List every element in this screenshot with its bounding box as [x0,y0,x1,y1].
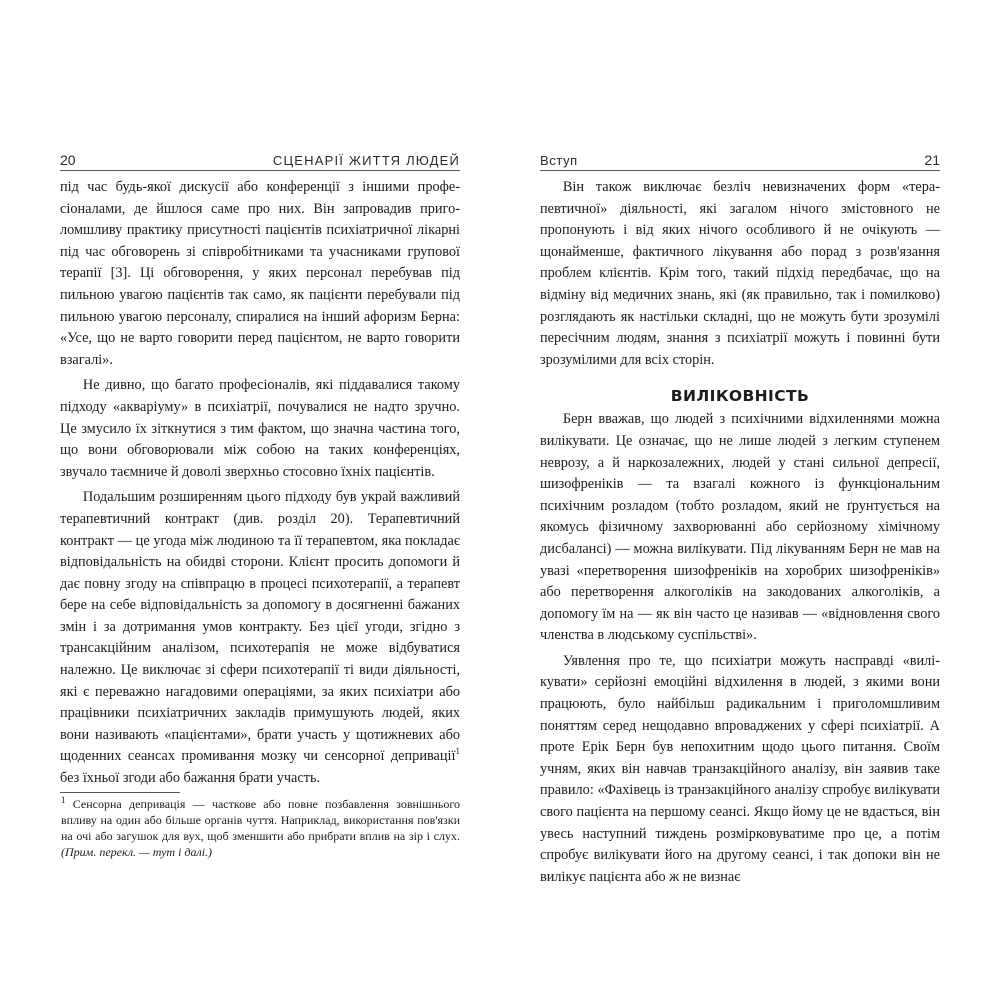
left-page-number: 20 [60,152,76,168]
right-header-rule [540,170,940,171]
left-running-header [60,148,460,170]
section-heading: ВИЛІКОВНІСТЬ [670,387,810,406]
left-paragraph-3-tail: без їхньої згоди або бажання брати участь. [60,770,321,787]
right-section-paragraph-2: Уявлення про те, що психіатри можуть насправді «вилікувати» серйозні емоційні відхилення в людей, з якими вони працюють, було найбільш радикальним і приголомшливим поняттям серед нещодавно впроваджених у сфері психіатрії. А проте Ерік Берн був непохитним щодо цього питання. Своїм учням, яких він навчав транзакційного аналізу, він заявив таке правило: «Фахівець із транзакційного аналізу спробує вилікувати свого пацієнта на першому сеансі. Якщо йому це не вдасться, він увесь наступний тиждень розмірковуватиме про це, а потім спробує вилікувати його на другому сеансі, і так допоки він не вилікує пацієнта або ж не визнає [540,652,940,885]
footnote-translator-note: (Прим. перекл. — тут і далі.) [61,844,213,859]
left-paragraph-1: під час будь-якої дискусії або конференції з іншими професіоналами, де йшлося саме про них. Він запровадив приголомшливу практику присутності пацієнтів психіатричної лікарні під час обговорень зі співробітниками та учасниками групової терапії [3]. Ці обговорення, у яких персонал перебував під пильною увагою пацієнтів так само, як пацієнти перебували під пильною увагою персоналу, спиралися на інший афоризм Берна: «Усе, що не варто говорити перед пацієнтом, не варто говорити взагалі». [60,179,460,368]
right-page [540,148,940,888]
footnote-reference[interactable]: 1 [455,746,460,757]
left-paragraph-2: Не дивно, що багато професіоналів, які піддавалися такому підходу «акваріуму» в психіатрії, почувалися не надто зручно. Це змусило їх зіткнутися з тим фактом, що значна частина того, що вони обговорювали між собою на таких конференціях, звучало таємниче й доволі зверхньо стосовно їхніх пацієнтів. [60,377,460,480]
footnote [60,796,460,860]
footnote-rule [60,792,180,793]
left-paragraph-3 [60,487,460,789]
right-paragraph-1: Він також виключає безліч невизначених форм «терапевтичної» діяльності, які загалом нічого змістовного не пропонують і від яких нічого особливого й не очікують — щонайменше, фактичного лікування або порад з розв'язання проблем клієнтів. Крім того, такий підхід передбачає, що на відміну від медичних знань, які (як правильно, так і помилково) розглядають як настільки складні, що не можуть бути зрозумілі пересічним людям, знання з психіатрії можуть і повинні бути зрозумілими для всіх сторін. [540,179,940,368]
right-section-paragraph-1: Берн вважав, що людей з психічними відхиленнями можна вилікувати. Це означає, що не лише людей з легким ступенем неврозу, а й наркозалежних, людей у стані сильної депресії, шизофреніків — та взагалі кожного із функціональним психічним розладом (тобто розладом, який не ґрунтується на якомусь фізичному захворюванні або серйозному хімічному дисбалансі) — можна вилікувати. Під лікуванням Берн не мав на увазі «перетворення шизофреніків на хоробрих шизофреніків» або перетворення алкоголіків на закодованих алкоголіків, а допомогу їм на — як він часто це називав — «відновлення свого членства в людському суспільстві». [540,411,940,644]
left-running-title: СЦЕНАРІЇ ЖИТТЯ ЛЮДЕЙ [272,153,460,168]
footnote-text: Сенсорна депривація — часткове або повне позбавлення зовнішнього впливу на один або більше органів чуття. Наприклад, використання пов'язки на очі або загушок для вух, щоб зменшити або прибрати вплив на зір і слух. [61,796,460,843]
right-running-header [540,148,940,170]
left-header-rule [60,170,460,171]
left-paragraph-3-text: Подальшим розширенням цього підходу був украй важливий терапевтичний контракт (див. розділ 20). Терапевтичний контракт — це угода між людиною та її терапевтом, яка покладає відповідальність на обидві сторони. Клієнт просить допомоги й дає повну згоду на співпрацю в процесі психотерапії, а терапевт бере на себе відповідальність за допомогу в досягненні бажаних змін і за дотримання умов контракту. Без цієї угоди, згідно з трансакційним аналізом, психотерапія не може відбуватися належно. Це виключає зі сфери психотерапії ті види діяльності, які є переважно нагадовими операціями, за яких психіатри або працівники психіатричних закладів примушують людей, яких вони називають «пацієнтами», брати участь у щотижневих або щоденних сеансах промивання мозку чи сенсорної депривації [60,489,460,765]
footnote-mark: 1 [61,794,66,805]
right-page-number: 21 [924,152,940,168]
left-page [60,148,460,860]
right-running-title: Вступ [540,153,578,168]
